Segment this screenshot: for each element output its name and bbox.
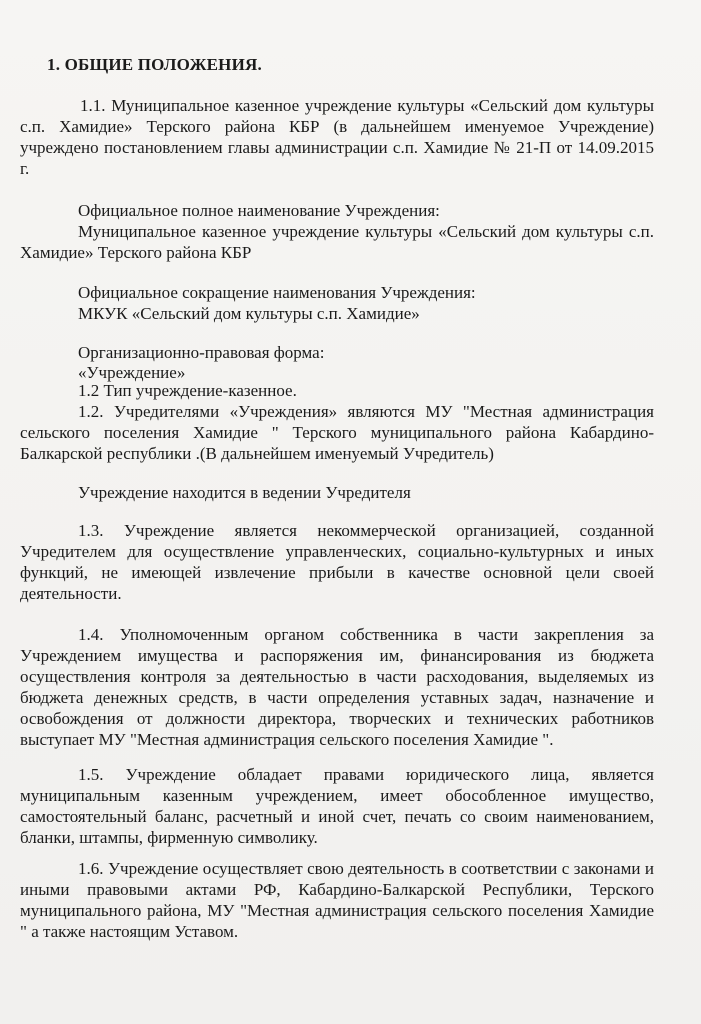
short-name-value: МКУК «Сельский дом культуры с.п. Хамидие» <box>78 304 420 323</box>
short-name-label: Официальное сокращение наименования Учреждения: <box>78 283 476 302</box>
paragraph-1-2: 1.2. Учредителями «Учреждения» являются МУ "Местная администрация сельского поселения Хамидие " Терского муниципального района Кабардино-Балкарской республики .(В дальнейшем именуемый Учредитель) <box>20 402 654 463</box>
org-form-label: Организационно-правовая форма: <box>78 343 325 362</box>
in-charge-line: Учреждение находится в ведении Учредителя <box>78 483 411 502</box>
paragraph-1-6: 1.6. Учреждение осуществляет свою деятельность в соответствии с законами и иными правовыми актами РФ, Кабардино-Балкарской Республики, Терского муниципального района, МУ "Местная администрация сельского поселения Хамидие " а также настоящим Уставом. <box>20 859 654 941</box>
full-name-label: Официальное полное наименование Учреждения: <box>78 201 440 220</box>
paragraph-1-3: 1.3. Учреждение является некоммерческой организацией, созданной Учредителем для осуществление управленческих, социально-культурных и иных функций, не имеющей извлечение прибыли в качестве основной цели своей деятельности. <box>20 521 654 603</box>
paragraph-1-4: 1.4. Уполномоченным органом собственника в части закрепления за Учреждением имущества и распоряжения им, финансирования из бюджета осуществления контроля за деятельностью в части расходования, выделяемых из бюджета денежных средств, в части определения уставных задач, назначение и освобождения от должности директора, творческих и технических работников выступает МУ "Местная администрация сельского поселения Хамидие ". <box>20 625 654 749</box>
paragraph-1-1: 1.1. Муниципальное казенное учреждение культуры «Сельский дом культуры с.п. Хамидие» Терского района КБР (в дальнейшем именуемое Учреждение) учреждено постановлением главы администрации с.п. Хамидие № 21-П от 14.09.2015 г. <box>20 96 654 178</box>
paragraph-1-5: 1.5. Учреждение обладает правами юридического лица, является муниципальным казенным учреждением, имеет обособленное имущество, самостоятельный баланс, расчетный и иной счет, печать со своим наименованием, бланки, штампы, фирменную символику. <box>20 765 654 847</box>
type-line: 1.2 Тип учреждение-казенное. <box>78 381 297 400</box>
full-name-value: Муниципальное казенное учреждение культуры «Сельский дом культуры с.п. Хамидие» Терского района КБР <box>20 222 654 262</box>
org-form-value: «Учреждение» <box>78 363 186 382</box>
section-heading: 1. ОБЩИЕ ПОЛОЖЕНИЯ. <box>47 55 262 74</box>
